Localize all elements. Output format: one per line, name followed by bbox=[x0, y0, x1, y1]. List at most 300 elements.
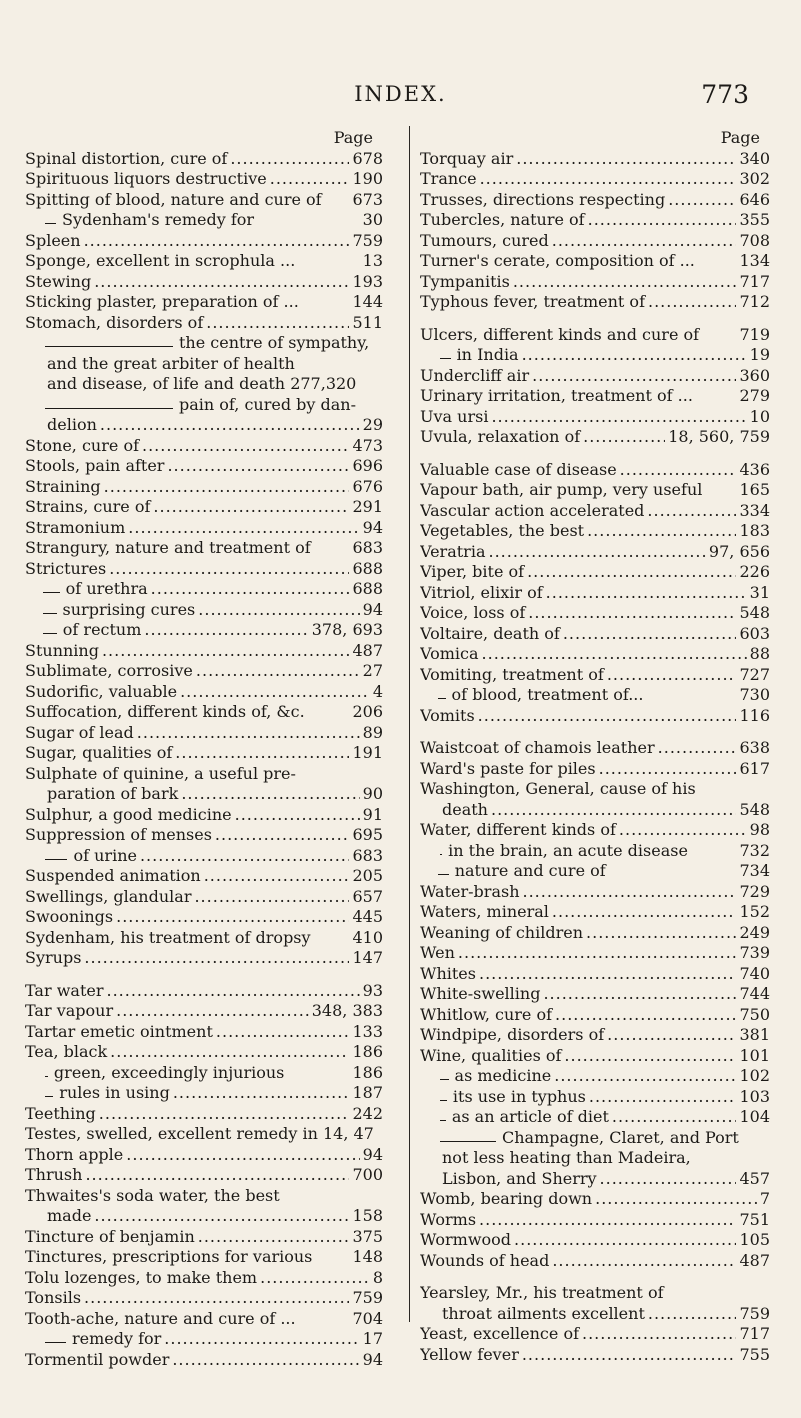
entry-text: rules in using bbox=[59, 1083, 170, 1102]
entry-text: nature and cure of bbox=[454, 861, 606, 880]
entry-text: Sugar of lead bbox=[25, 722, 134, 742]
index-entry bbox=[420, 521, 770, 542]
dot-leader bbox=[528, 603, 736, 624]
entry-text: Yearsley, Mr., his treatment of bbox=[420, 1283, 664, 1302]
dot-leader bbox=[588, 210, 737, 231]
entry-page-ref: 348, 383 bbox=[311, 1001, 383, 1020]
entry-text: Stewing bbox=[25, 271, 92, 291]
entry-text: Spirituous liquors destructive bbox=[25, 169, 267, 188]
entry-page-ref: 695 bbox=[352, 825, 383, 844]
dot-leader bbox=[563, 624, 737, 645]
index-entry bbox=[25, 846, 383, 867]
dot-leader bbox=[513, 272, 737, 293]
dot-leader bbox=[153, 497, 349, 518]
ditto-rule bbox=[440, 854, 442, 855]
index-entry bbox=[25, 948, 383, 969]
entry-page-ref: 249 bbox=[739, 922, 770, 942]
entry-page-ref: 187 bbox=[352, 1083, 383, 1102]
entry-page-ref: 676 bbox=[352, 476, 383, 496]
entry-text: Tonsils bbox=[25, 1288, 82, 1307]
index-entry bbox=[420, 231, 770, 252]
entry-page-ref: 548 bbox=[739, 799, 770, 819]
index-entry bbox=[25, 395, 383, 416]
dot-leader bbox=[151, 579, 350, 600]
entry-page-ref: 696 bbox=[352, 456, 383, 475]
entry-page-ref: 708 bbox=[739, 230, 770, 250]
index-entry bbox=[25, 805, 383, 826]
page-number: 773 bbox=[701, 80, 749, 109]
index-entry bbox=[25, 620, 383, 641]
index-entry bbox=[25, 456, 383, 477]
entry-text: Sydenham, his treatment of dropsy bbox=[25, 927, 311, 947]
entry-page-ref: 355 bbox=[739, 210, 770, 229]
index-entry bbox=[25, 1350, 383, 1371]
entry-text: Ward's paste for piles bbox=[420, 758, 596, 778]
entry-page-ref: 4 bbox=[372, 681, 383, 701]
index-entry-continuation bbox=[420, 1169, 770, 1190]
entry-page-ref: 751 bbox=[739, 1209, 770, 1229]
entry-text: Teething bbox=[25, 1103, 96, 1123]
index-entry bbox=[25, 981, 383, 1002]
index-entry bbox=[420, 501, 770, 522]
dot-leader bbox=[84, 948, 349, 969]
dot-leader bbox=[106, 981, 359, 1002]
dot-leader bbox=[658, 738, 737, 759]
entry-page-ref: 436 bbox=[739, 459, 770, 479]
entry-text: Tolu lozenges, to make them bbox=[25, 1267, 258, 1287]
entry-page-ref: 94 bbox=[362, 1144, 383, 1164]
entry-page-ref: 101 bbox=[739, 1045, 770, 1065]
entry-text: Wounds of head bbox=[420, 1250, 550, 1270]
entry-text: Tar water bbox=[25, 980, 104, 1000]
index-entry bbox=[25, 1186, 383, 1207]
dot-leader bbox=[564, 1046, 736, 1067]
index-entry bbox=[420, 1005, 770, 1026]
entry-page-ref: 646 bbox=[739, 189, 770, 209]
index-entry bbox=[25, 866, 383, 887]
entry-page-ref: 97, 656 bbox=[708, 541, 770, 561]
index-entry bbox=[25, 538, 383, 559]
entry-page-ref: 744 bbox=[739, 984, 770, 1003]
dot-leader bbox=[140, 846, 349, 867]
dot-leader bbox=[235, 805, 360, 826]
dot-leader bbox=[126, 1145, 359, 1166]
entry-page-ref: 94 bbox=[362, 517, 383, 537]
ditto-rule bbox=[43, 613, 57, 614]
ditto-rule bbox=[45, 1096, 53, 1097]
entry-page-ref: 93 bbox=[362, 980, 383, 1000]
entry-text: Vascular action accelerated bbox=[420, 500, 645, 520]
entry-page-ref: 717 bbox=[739, 271, 770, 291]
dot-leader bbox=[100, 415, 360, 436]
entry-text: Syrups bbox=[25, 948, 82, 967]
entry-page-ref: 688 bbox=[352, 558, 383, 578]
dot-leader bbox=[194, 887, 349, 908]
entry-text: Vomits bbox=[420, 705, 475, 725]
dot-leader bbox=[84, 1288, 349, 1309]
entry-page-ref: 683 bbox=[352, 845, 383, 865]
entry-text: Stramonium bbox=[25, 517, 126, 537]
entry-text: Windpipe, disorders of bbox=[420, 1025, 605, 1044]
dot-leader bbox=[478, 706, 737, 727]
entry-page-ref: 191 bbox=[352, 743, 383, 762]
index-entry bbox=[420, 345, 770, 366]
index-entry bbox=[420, 685, 770, 706]
index-entry bbox=[25, 743, 383, 764]
dot-leader bbox=[479, 1210, 736, 1231]
index-entry bbox=[25, 702, 383, 723]
dot-leader bbox=[648, 292, 736, 313]
index-entry bbox=[25, 333, 383, 354]
entry-text: Suspended animation bbox=[25, 866, 201, 885]
dot-leader bbox=[128, 518, 359, 539]
entry-text: Strictures bbox=[25, 558, 107, 578]
index-entry bbox=[25, 1247, 383, 1268]
entry-page-ref: 31 bbox=[749, 582, 770, 602]
dot-leader bbox=[110, 1042, 349, 1063]
index-entry bbox=[420, 943, 770, 964]
entry-text: Stomach, disorders of bbox=[25, 312, 204, 332]
dot-leader bbox=[270, 169, 350, 190]
dot-leader bbox=[552, 1251, 736, 1272]
dot-leader bbox=[589, 1087, 737, 1108]
entry-page-ref: 302 bbox=[739, 169, 770, 188]
dot-leader bbox=[488, 542, 705, 563]
entry-page-ref: 759 bbox=[739, 1303, 770, 1323]
entry-text: of urine bbox=[73, 845, 137, 865]
dot-leader bbox=[173, 1083, 350, 1104]
entry-text: made bbox=[47, 1206, 92, 1225]
index-entry bbox=[25, 477, 383, 498]
index-entry bbox=[25, 251, 383, 272]
entry-page-ref: 183 bbox=[739, 521, 770, 540]
index-entry-continuation bbox=[25, 784, 383, 805]
page-column-label: Page bbox=[720, 128, 760, 147]
index-entry bbox=[420, 1107, 770, 1128]
ditto-rule bbox=[45, 1076, 48, 1077]
entry-text: Stone, cure of bbox=[25, 435, 139, 455]
dot-leader bbox=[84, 231, 350, 252]
entry-text: of urethra bbox=[65, 579, 148, 598]
entry-page-ref: 730 bbox=[739, 685, 770, 704]
entry-text: Thrush bbox=[25, 1165, 83, 1184]
dot-leader bbox=[198, 1227, 350, 1248]
entry-text: Stools, pain after bbox=[25, 456, 165, 475]
index-entry-continuation bbox=[25, 1206, 383, 1227]
index-entry bbox=[25, 641, 383, 662]
index-entry bbox=[25, 497, 383, 518]
dot-leader bbox=[175, 743, 349, 764]
dot-leader bbox=[116, 907, 349, 928]
entry-page-ref: 94 bbox=[362, 1349, 383, 1369]
entry-text: Sugar, qualities of bbox=[25, 743, 173, 762]
entry-text: Tormentil powder bbox=[25, 1349, 170, 1369]
index-entry bbox=[25, 559, 383, 580]
entry-text: White-swelling bbox=[420, 984, 541, 1003]
index-entry bbox=[420, 984, 770, 1005]
dot-leader bbox=[607, 1025, 736, 1046]
dot-leader bbox=[99, 1104, 350, 1125]
section-gap bbox=[420, 726, 770, 738]
index-entry bbox=[420, 861, 770, 882]
entry-page-ref: 165 bbox=[739, 480, 770, 499]
ditto-rule bbox=[45, 859, 67, 860]
entry-page-ref: 89 bbox=[362, 722, 383, 742]
dot-leader bbox=[523, 882, 737, 903]
dot-leader bbox=[491, 407, 746, 428]
entry-text: Sudorific, valuable bbox=[25, 681, 178, 701]
dot-leader bbox=[514, 1230, 736, 1251]
section-gap bbox=[420, 1271, 770, 1283]
entry-page-ref: 445 bbox=[352, 907, 383, 926]
entry-text: Thwaites's soda water, the best bbox=[25, 1185, 280, 1205]
index-entry bbox=[420, 1087, 770, 1108]
entry-page-ref: 186 bbox=[352, 1042, 383, 1061]
index-entry bbox=[420, 251, 770, 272]
entry-page-ref: 717 bbox=[739, 1324, 770, 1343]
dot-leader bbox=[532, 366, 736, 387]
entry-page-ref: 186 bbox=[352, 1062, 383, 1082]
index-entry bbox=[25, 190, 383, 211]
index-entry bbox=[420, 882, 770, 903]
entry-text: Thorn apple bbox=[25, 1144, 124, 1164]
entry-page-ref: 10 bbox=[749, 406, 770, 426]
entry-text: its use in typhus bbox=[452, 1086, 586, 1106]
entry-page-ref: 360 bbox=[739, 365, 770, 385]
index-entry bbox=[25, 210, 383, 231]
dot-leader bbox=[109, 559, 349, 580]
index-entry bbox=[25, 661, 383, 682]
entry-text: Lisbon, and Sherry bbox=[442, 1168, 597, 1188]
index-entry bbox=[25, 1083, 383, 1104]
ditto-rule bbox=[45, 408, 173, 409]
entry-page-ref: 105 bbox=[739, 1230, 770, 1249]
entry-page-ref: 755 bbox=[739, 1344, 770, 1364]
index-entry bbox=[420, 779, 770, 800]
entry-page-ref: 102 bbox=[739, 1066, 770, 1085]
dot-leader bbox=[620, 460, 737, 481]
index-entry bbox=[25, 682, 383, 703]
dot-leader bbox=[582, 1324, 736, 1345]
entry-page-ref: 759 bbox=[352, 1288, 383, 1307]
entry-text: throat ailments excellent bbox=[442, 1303, 645, 1323]
entry-text: green, exceedingly injurious bbox=[53, 1062, 285, 1082]
index-entry bbox=[420, 169, 770, 190]
dot-leader bbox=[482, 644, 747, 665]
dot-leader bbox=[607, 665, 737, 686]
entry-text: Tumours, cured bbox=[420, 230, 549, 250]
ditto-rule bbox=[440, 358, 451, 359]
entry-text: Voice, loss of bbox=[420, 603, 526, 622]
index-entry bbox=[420, 1066, 770, 1087]
dot-leader bbox=[144, 620, 308, 641]
entry-page-ref: 712 bbox=[739, 292, 770, 311]
entry-text: Water-brash bbox=[420, 881, 520, 901]
index-entry bbox=[420, 964, 770, 985]
entry-text: Sticking plaster, preparation of ... bbox=[25, 292, 299, 311]
index-entry bbox=[420, 923, 770, 944]
entry-text: Tar vapour bbox=[25, 1001, 114, 1020]
dot-leader bbox=[491, 800, 736, 821]
entry-text: surprising cures bbox=[62, 599, 196, 619]
dot-leader bbox=[164, 1329, 359, 1350]
entry-text: Tooth-ache, nature and cure of ... bbox=[25, 1308, 296, 1328]
index-entry bbox=[420, 407, 770, 428]
entry-text: pain of, cured by dan- bbox=[179, 394, 357, 414]
entry-page-ref: 158 bbox=[352, 1206, 383, 1225]
dot-leader bbox=[104, 477, 350, 498]
dot-leader bbox=[180, 682, 370, 703]
entry-page-ref: 8 bbox=[372, 1267, 383, 1287]
entry-page-ref: 729 bbox=[739, 881, 770, 901]
index-entry bbox=[420, 583, 770, 604]
entry-page-ref: 13 bbox=[362, 251, 383, 270]
entry-page-ref: 410 bbox=[352, 927, 383, 947]
dot-leader bbox=[206, 313, 349, 334]
index-entry bbox=[420, 759, 770, 780]
ditto-rule bbox=[43, 592, 60, 593]
entry-page-ref: 133 bbox=[352, 1021, 383, 1041]
index-entry bbox=[420, 1251, 770, 1272]
entry-page-ref: 193 bbox=[352, 271, 383, 291]
dot-leader bbox=[94, 1206, 349, 1227]
index-entry-continuation bbox=[420, 800, 770, 821]
index-entry bbox=[420, 1345, 770, 1366]
dot-leader bbox=[458, 943, 737, 964]
index-entry bbox=[25, 149, 383, 170]
index-entry bbox=[25, 907, 383, 928]
dot-leader bbox=[181, 784, 359, 805]
dot-leader bbox=[599, 759, 737, 780]
dot-leader bbox=[230, 149, 349, 170]
entry-text: Uvula, relaxation of bbox=[420, 427, 581, 446]
entry-page-ref: 27 bbox=[362, 661, 383, 680]
index-entry bbox=[420, 1189, 770, 1210]
column-divider bbox=[409, 126, 410, 1322]
entry-page-ref: 152 bbox=[739, 902, 770, 921]
entry-page-ref: 617 bbox=[739, 758, 770, 778]
dot-leader bbox=[595, 1189, 757, 1210]
index-entry-continuation bbox=[420, 1304, 770, 1325]
entry-page-ref: 148 bbox=[352, 1247, 383, 1266]
entry-page-ref: 90 bbox=[362, 784, 383, 803]
entry-text: Champagne, Claret, and Port bbox=[502, 1127, 739, 1147]
dot-leader bbox=[552, 231, 737, 252]
entry-text: Whitlow, cure of bbox=[420, 1004, 553, 1024]
index-entry bbox=[420, 210, 770, 231]
entry-page-ref: 104 bbox=[739, 1107, 770, 1126]
index-entry bbox=[25, 169, 383, 190]
ditto-rule bbox=[45, 223, 56, 224]
entry-page-ref: 732 bbox=[739, 840, 770, 860]
entry-page-ref: 279 bbox=[739, 386, 770, 405]
dot-leader bbox=[527, 562, 736, 583]
entry-text: Waters, mineral bbox=[420, 902, 549, 921]
entry-list bbox=[420, 149, 770, 1366]
dot-leader bbox=[216, 1022, 350, 1043]
index-entry bbox=[420, 603, 770, 624]
index-entry bbox=[25, 1268, 383, 1289]
entry-text: Vomiting, treatment of bbox=[420, 664, 604, 684]
entry-page-ref: 727 bbox=[739, 664, 770, 684]
index-entry bbox=[25, 1104, 383, 1125]
entry-page-ref: 147 bbox=[352, 948, 383, 967]
dot-leader bbox=[480, 169, 737, 190]
index-entry bbox=[25, 1001, 383, 1022]
entry-page-ref: 487 bbox=[739, 1250, 770, 1270]
dot-leader bbox=[552, 902, 737, 923]
index-entry bbox=[420, 665, 770, 686]
index-entry bbox=[420, 1128, 770, 1149]
index-entry bbox=[25, 928, 383, 949]
entry-text: as medicine bbox=[454, 1066, 552, 1085]
index-entry bbox=[420, 624, 770, 645]
section-gap bbox=[25, 969, 383, 981]
entry-page-ref: 704 bbox=[352, 1308, 383, 1328]
index-entry bbox=[25, 292, 383, 313]
entry-text: Sponge, excellent in scrophula ... bbox=[25, 251, 296, 270]
dot-leader bbox=[522, 1345, 737, 1366]
entry-text: Tympanitis bbox=[420, 271, 510, 291]
entry-text: of blood, treatment of... bbox=[451, 685, 644, 704]
index-entry bbox=[25, 825, 383, 846]
dot-leader bbox=[555, 1005, 736, 1026]
entry-text: Turner's cerate, composition of ... bbox=[420, 251, 695, 270]
dot-leader bbox=[668, 190, 736, 211]
entry-page-ref: 381 bbox=[739, 1025, 770, 1044]
entry-page-ref: 638 bbox=[739, 738, 770, 757]
index-column-right bbox=[420, 128, 770, 1365]
entry-page-ref: 683 bbox=[352, 538, 383, 557]
dot-leader bbox=[116, 1001, 309, 1022]
entry-page-ref: 750 bbox=[739, 1004, 770, 1024]
index-entry bbox=[25, 231, 383, 252]
dot-leader bbox=[137, 723, 360, 744]
index-entry bbox=[420, 706, 770, 727]
index-entry bbox=[420, 480, 770, 501]
entry-text: Strains, cure of bbox=[25, 497, 151, 516]
index-entry-continuation: and the great arbiter of health bbox=[47, 353, 295, 373]
index-entry bbox=[420, 427, 770, 448]
index-entry bbox=[25, 1227, 383, 1248]
entry-page-ref: 457 bbox=[739, 1168, 770, 1188]
entry-text: Urinary irritation, treatment of ... bbox=[420, 386, 693, 405]
dot-leader bbox=[648, 1304, 737, 1325]
index-entry bbox=[25, 1329, 383, 1350]
entry-text: of rectum bbox=[62, 620, 142, 639]
dot-leader bbox=[172, 1350, 359, 1371]
entry-text: Swellings, glandular bbox=[25, 886, 192, 906]
entry-text: Straining bbox=[25, 476, 101, 496]
index-entry bbox=[25, 723, 383, 744]
dot-leader bbox=[85, 1165, 349, 1186]
entry-text: Viper, bite of bbox=[420, 562, 525, 581]
entry-page-ref: 734 bbox=[739, 861, 770, 880]
entry-text: Typhous fever, treatment of bbox=[420, 292, 645, 311]
entry-text: Torquay air bbox=[420, 148, 514, 168]
index-entry bbox=[420, 1025, 770, 1046]
entry-text: Sulphur, a good medicine bbox=[25, 804, 232, 824]
entry-page-ref: 511 bbox=[352, 312, 383, 332]
entry-text: Weaning of children bbox=[420, 922, 584, 942]
index-entry bbox=[420, 542, 770, 563]
index-column-left bbox=[25, 128, 383, 1370]
dot-leader bbox=[546, 583, 747, 604]
index-entry bbox=[420, 841, 770, 862]
entry-page-ref: 103 bbox=[739, 1086, 770, 1106]
entry-page-ref: 473 bbox=[352, 435, 383, 455]
index-entry bbox=[25, 1288, 383, 1309]
